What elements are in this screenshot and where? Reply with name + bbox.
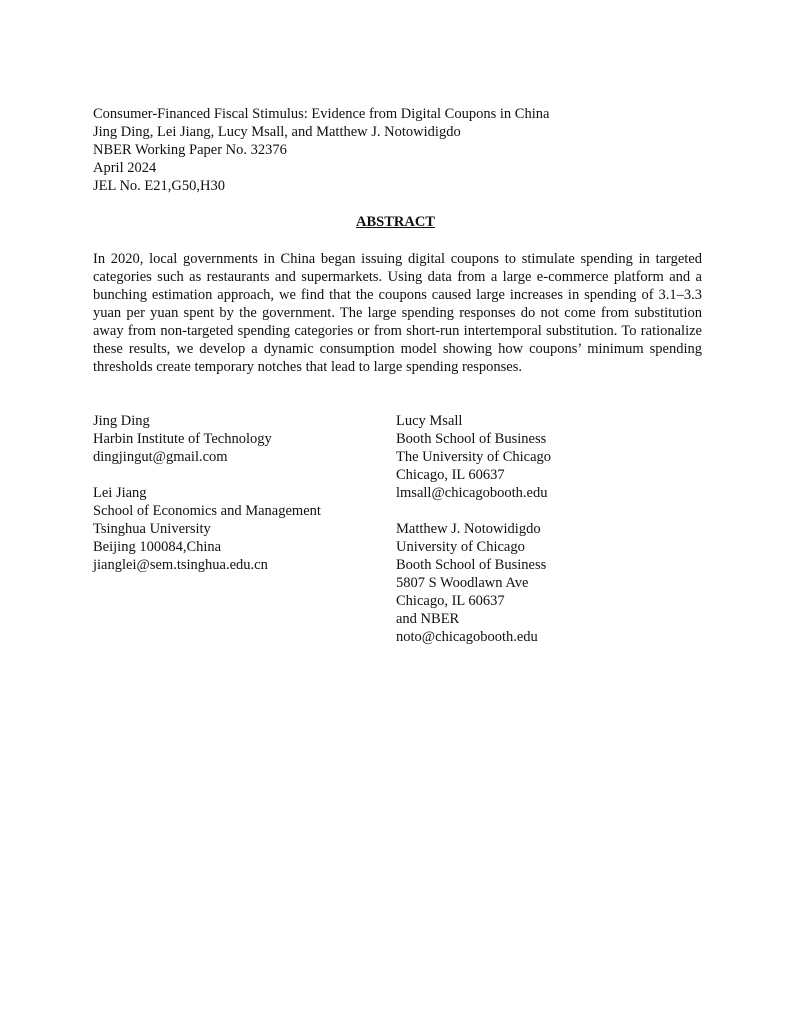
author-block-lucy-msall xyxy=(396,412,696,502)
author-affiliation: and NBER xyxy=(396,611,460,627)
author-block-jing-ding xyxy=(93,412,393,466)
author-column-left xyxy=(93,412,393,574)
publication-date: April 2024 xyxy=(93,160,157,176)
working-paper-number: NBER Working Paper No. 32376 xyxy=(93,142,287,158)
jel-codes: JEL No. E21,G50,H30 xyxy=(93,178,225,194)
author-email: jianglei@sem.tsinghua.edu.cn xyxy=(93,557,268,573)
author-list: Jing Ding, Lei Jiang, Lucy Msall, and Matthew J. Notowidigdo xyxy=(93,124,461,140)
author-affiliation: Booth School of Business xyxy=(396,431,547,447)
author-affiliation: The University of Chicago xyxy=(396,449,552,465)
author-affiliation: Harbin Institute of Technology xyxy=(93,431,272,447)
author-email: lmsall@chicagobooth.edu xyxy=(396,485,548,501)
author-affiliation: Tsinghua University xyxy=(93,521,211,537)
author-affiliation: Booth School of Business xyxy=(396,557,547,573)
author-address: Chicago, IL 60637 xyxy=(396,467,505,483)
paper-header xyxy=(93,105,713,195)
author-block-lei-jiang xyxy=(93,484,393,574)
abstract-heading: ABSTRACT xyxy=(356,214,435,230)
author-name: Matthew J. Notowidigdo xyxy=(396,521,541,537)
abstract-text: In 2020, local governments in China began issuing digital coupons to stimulate spending in targeted categories such as restaurants and supermarkets. Using data from a large e-commerce platform and a bunching estimation approach, we find that the coupons caused large increases in spending of 3.1–3.3 yuan per yuan spent by the government. The large spending responses do not come from substitution away from non-targeted spending categories or from short-run intertemporal substitution. To rationalize these results, we develop a dynamic consumption model showing how coupons’ minimum spending thresholds create temporary notches that lead to large spending responses. xyxy=(93,251,702,375)
author-name: Lucy Msall xyxy=(396,413,463,429)
author-name: Lei Jiang xyxy=(93,485,147,501)
author-block-matthew-notowidigdo xyxy=(396,520,696,646)
author-name: Jing Ding xyxy=(93,413,150,429)
author-column-right xyxy=(396,412,696,646)
author-email: dingjingut@gmail.com xyxy=(93,449,228,465)
author-address: 5807 S Woodlawn Ave xyxy=(396,575,529,591)
author-affiliation: University of Chicago xyxy=(396,539,525,555)
author-address: Beijing 100084,China xyxy=(93,539,222,555)
author-address: Chicago, IL 60637 xyxy=(396,593,505,609)
paper-title: Consumer-Financed Fiscal Stimulus: Evidence from Digital Coupons in China xyxy=(93,106,550,122)
author-email: noto@chicagobooth.edu xyxy=(396,629,538,645)
author-affiliation: School of Economics and Management xyxy=(93,503,321,519)
